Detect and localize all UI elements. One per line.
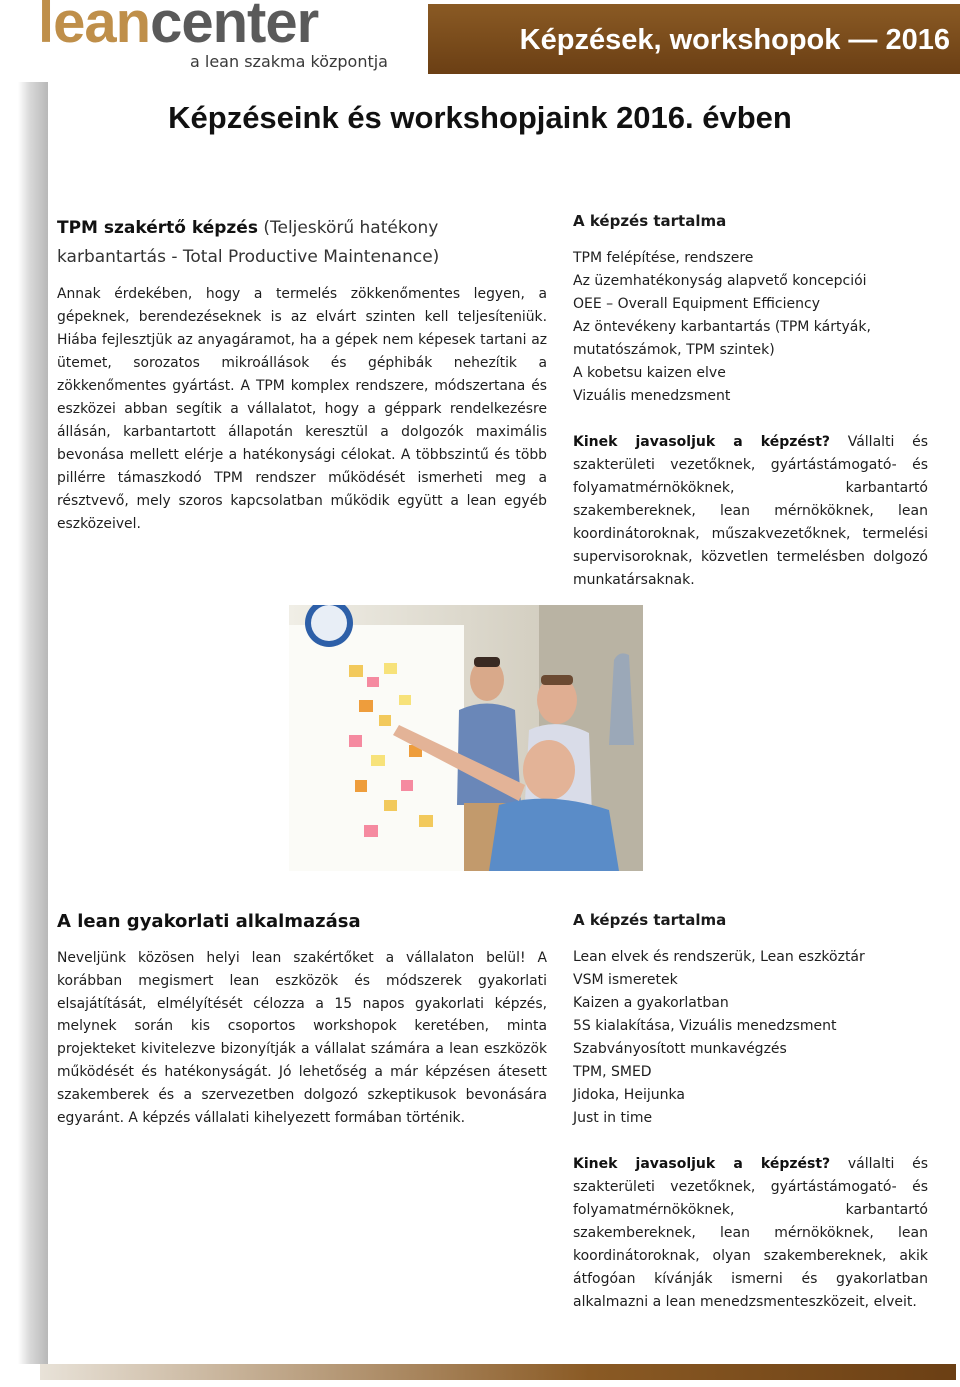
section2-target bbox=[573, 1153, 928, 1314]
leancenter-logo bbox=[38, 0, 418, 74]
footer-bar bbox=[40, 1364, 956, 1380]
header-title: Képzések, workshopok — 2016 bbox=[519, 24, 950, 56]
list-item: 5S kialakítása, Vizuális menedzsment bbox=[573, 1018, 837, 1034]
list-item: Az üzemhatékonyság alapvető koncepciói bbox=[573, 273, 867, 289]
list-item: Az öntevékeny karbantartás (TPM kártyák, mutatószámok, TPM szintek) bbox=[573, 319, 871, 358]
section1-content-list bbox=[573, 247, 928, 408]
section2-target-label: Kinek javasoljuk a képzést? bbox=[573, 1156, 831, 1172]
list-item: Vizuális menedzsment bbox=[573, 388, 731, 404]
list-item: Lean elvek és rendszerük, Lean eszköztár bbox=[573, 949, 865, 965]
list-item: VSM ismeretek bbox=[573, 972, 678, 988]
section1-target-text: Vállalti és szakterületi vezetőknek, gyártástámogató- és folyamatmérnököknek, karbantartó szakembereknek, lean mérnököknek, lean koordinátoroknak, műszakvezetőknek, termelési supervisoroknak, közvetlen termelésben dolgozó munkatársaknak. bbox=[573, 434, 928, 588]
section2-content-list bbox=[573, 946, 928, 1130]
list-item: TPM, SMED bbox=[573, 1064, 652, 1080]
list-item: A kobetsu kaizen elve bbox=[573, 365, 726, 381]
section1-target-label: Kinek javasoljuk a képzést? bbox=[573, 434, 831, 450]
list-item: TPM felépítése, rendszere bbox=[573, 250, 754, 266]
left-decorative-bar bbox=[18, 82, 48, 1364]
logo-word-lean: lean bbox=[38, 0, 151, 55]
page-title: Képzéseink és workshopjaink 2016. évben bbox=[168, 100, 792, 135]
header-banner bbox=[428, 4, 960, 74]
list-item: OEE – Overall Equipment Efficiency bbox=[573, 296, 820, 312]
section1-target bbox=[573, 431, 928, 592]
list-item: Jidoka, Heijunka bbox=[573, 1087, 685, 1103]
section2-target-text: vállalti és szakterületi vezetőknek, gyártástámogató- és folyamatmérnököknek, karbantartó szakembereknek, lean mérnököknek, lean koordinátoroknak, olyan szakembereknek, akik átfogóan kívánják ismerni és gyakorlatban alkalmazni a lean menedzsmenteszközeit, elveit. bbox=[573, 1156, 928, 1310]
list-item: Szabványosított munkavégzés bbox=[573, 1041, 787, 1057]
section1-content-heading: A képzés tartalma bbox=[573, 212, 727, 230]
logo-wordmark bbox=[38, 0, 319, 55]
list-item: Just in time bbox=[573, 1110, 653, 1126]
list-item: Kaizen a gyakorlatban bbox=[573, 995, 729, 1011]
section1-heading bbox=[57, 214, 547, 272]
section2-body: Neveljünk közösen helyi lean szakértőket a vállalaton belül! A korábban megismert lean eszközök és módszerek gyakorlati elsajátítását, elmélyítését célozza a 15 napos gyakorlati képzés, melynek során kis csoportos workshopok keretében, minta projekteket kivitelezve bizonyítják a vállalat számára a lean eszközök működését és hatékonyságát. Jó lehetőség a már képzésen átesett szakemberek és a szervezetben dolgozó szkeptikusok bevonására egyaránt. A képzés vállalati kihelyezett formában történik. bbox=[57, 950, 547, 1126]
workshop-photo-illustration bbox=[289, 605, 643, 871]
section1-body: Annak érdekében, hogy a termelés zökkenőmentes legyen, a gépeknek, berendezéseknek is az elvárt szinten kell teljesíteniük. Hiába fejlesztjük az anyagáramot, ha a gépek nem képesek tartani az ütemet, sorozatos mikroállások és géphibák nehezítik a zökkenőmentes gyártást. A TPM komplex rendszere, módszertana és eszközei abban segítik a vállalatot, hogy a géppark rendelkezésre állásán, karbantartott állapotán keresztül a dolgozók maximális bevonása mellett elérje a hatékonysági célokat. A többszintű és több pillérre támaszkodó TPM rendszer működését ismerheti meg a résztvevő, mely szoros kapcsolatban működik együtt a lean egyéb eszközeivel. bbox=[57, 286, 547, 532]
logo-word-center: center bbox=[150, 0, 319, 55]
workshop-photo bbox=[289, 605, 643, 871]
logo-tagline: a lean szakma központja bbox=[190, 52, 388, 71]
section1-heading-rest: (Teljeskörű hatékony karbantartás - Total Productive Maintenance) bbox=[57, 218, 440, 267]
section2-content-heading: A képzés tartalma bbox=[573, 911, 727, 929]
section1-heading-bold: TPM szakértő képzés bbox=[57, 218, 258, 238]
section2-heading: A lean gyakorlati alkalmazása bbox=[57, 911, 361, 932]
